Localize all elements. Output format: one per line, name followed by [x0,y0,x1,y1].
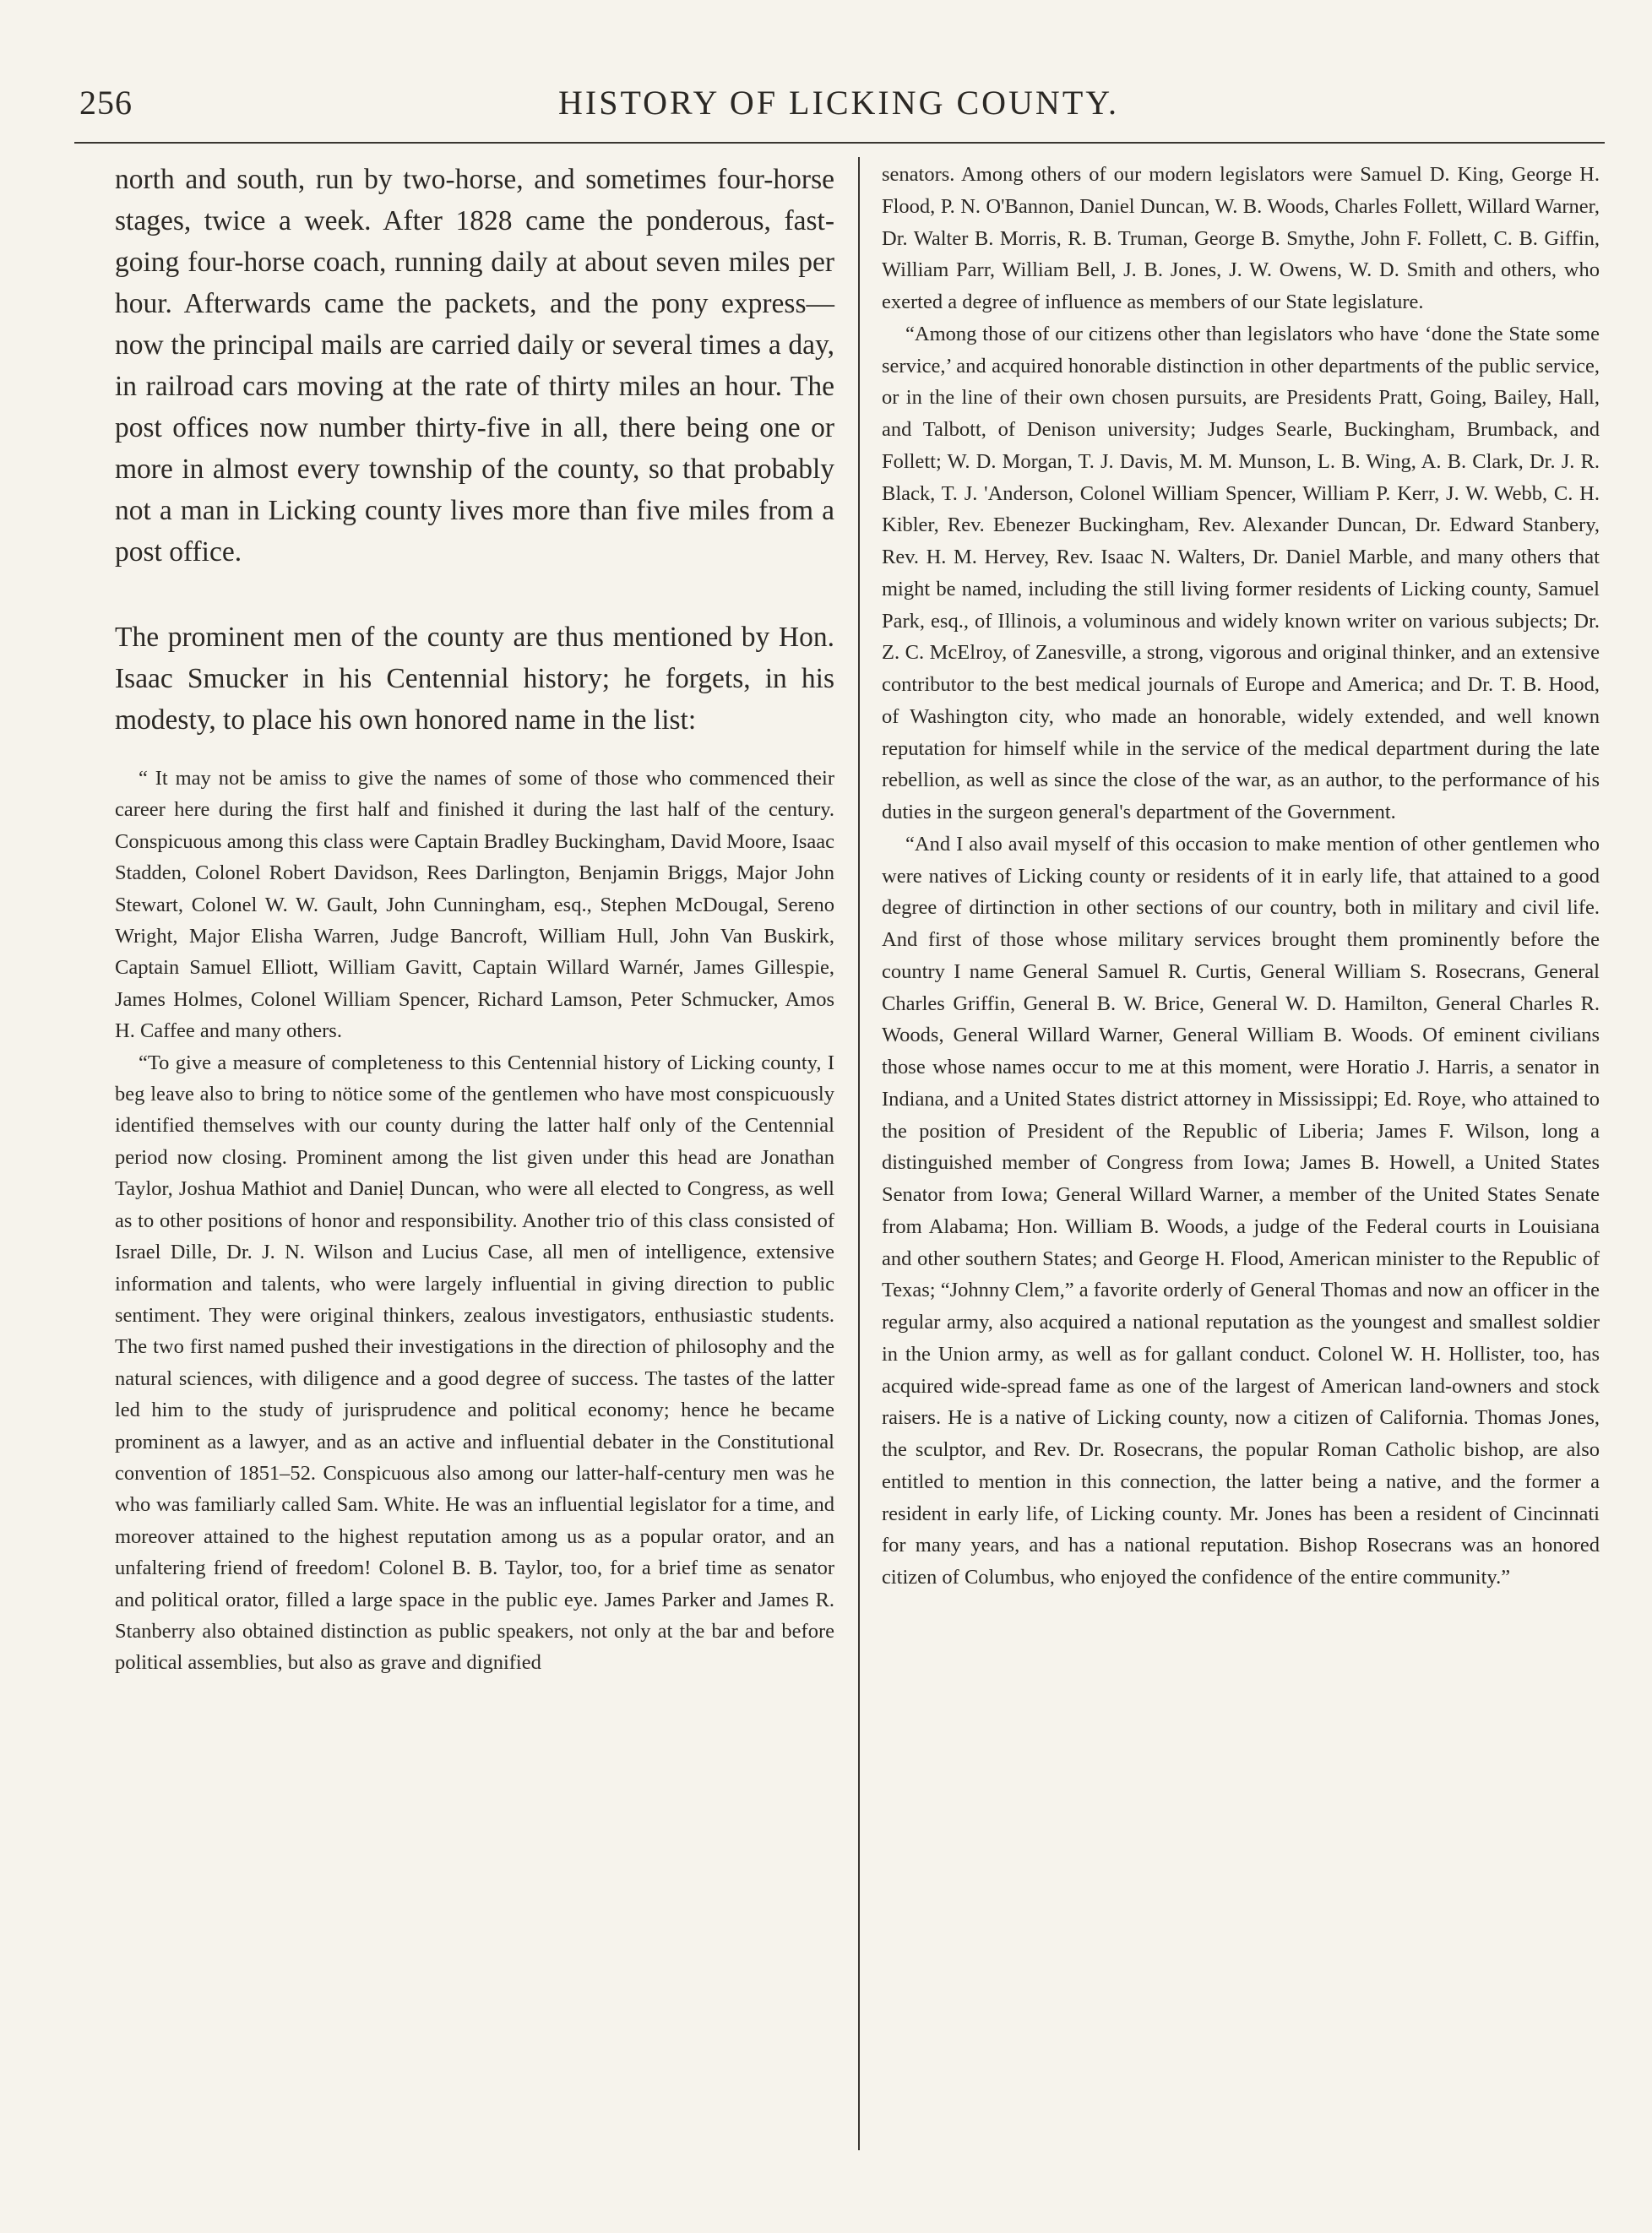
right-column [882,159,1600,1594]
running-title: HISTORY OF LICKING COUNTY. [558,84,1119,122]
quote-paragraph-public-service: “Among those of our citizens other than legislators who have ‘done the State some service,’ and acquired honorable distinction in other departments of the public service, or in the line of their own chosen pursuits, are Presidents Pratt, Going, Bailey, Hall, and Talbott, of Denison university; Judges Searle, Buckingham, Brumback, and Follett; W. D. Morgan, T. J. Davis, M. M. Munson, L. B. Wing, A. B. Clark, Dr. J. R. Black, T. J. 'Anderson, Colonel William Spencer, William P. Kerr, J. W. Webb, C. H. Kibler, Rev. Ebenezer Buckingham, Rev. Alexander Duncan, Dr. Edward Stanbery, Rev. H. M. Hervey, Rev. Isaac N. Walters, Dr. Daniel Marble, and many others that might be named, including the still living former residents of Licking county, Samuel Park, esq., of Illinois, a voluminous and widely known writer on various subjects; Dr. Z. C. McElroy, of Zanesville, a strong, vigorous and original thinker, and an extensive contributor to the best medical journals of Europe and America; and Dr. T. B. Hood, of Washington city, who made an honorable, widely extended, and well known reputation for himself while in the service of the medical department during the late rebellion, as well as since the close of the war, as an author, to the performance of his duties in the surgeon general's department of the Government. [882,322,1600,823]
main-text [115,159,834,741]
quote-paragraph-first-half: “ It may not be amiss to give the names of some of those who commenced their career here during the first half and finished it during the last half of the century. Conspicuous among this class were Captain Bradley Buckingham, David Moore, Isaac Stadden, Colonel Robert Davidson, Rees Darlington, Benjamin Briggs, Major John Stewart, Colonel W. W. Gault, John Cunningham, esq., Stephen McDougal, Sereno Wright, Major Elisha Warren, Judge Bancroft, William Hull, John Van Buskirk, Captain Samuel Elliott, William Gavitt, Captain Willard Warnér, James Gillespie, James Holmes, Colonel William Spencer, Richard Lamson, Peter Schmucker, Amos H. Caffee and many others. [115,767,834,1043]
column-divider [858,157,860,2150]
left-column [115,159,834,1679]
paragraph-mail-routes: north and south, run by two-horse, and sometimes four-horse stages, twice a week. After 1828 came the ponderous, fast-going four-horse coach, running daily at about seven miles per hour. Afterwards came the packets, and the pony express—now the principal mails are carried daily or several times a day, in railroad cars moving at the rate of thirty miles an hour. The post offices now number thirty-five in all, there being one or more in almost every township of the county, so that probably not a man in Licking county lives more than five miles from a post office. [115,164,834,568]
quote-paragraph-legislators: senators. Among others of our modern legislators were Samuel D. King, George H. Flood, P. N. O'Bannon, Daniel Duncan, W. B. Woods, Charles Follett, Willard Warner, Dr. Walter B. Morris, R. B. Truman, George B. Smythe, John F. Follett, C. B. Giffin, William Parr, William Bell, J. B. Jones, J. W. Owens, W. D. Smith and others, who exerted a degree of influence as members of our State legislature. [882,163,1600,313]
header-rule [74,142,1605,144]
page-number: 256 [79,84,133,122]
page-header [74,78,1603,128]
paragraph-prominent-men-intro: The prominent men of the county are thus mentioned by Hon. Isaac Smucker in his Centennial history; he forgets, in his modesty, to place his own honored name in the list: [115,622,834,736]
quoted-text [115,763,834,1679]
quote-paragraph-natives: “And I also avail myself of this occasion to make mention of other gentlemen who were natives of Licking county or residents of it in early life, that attained to a good degree of dirtinction in other sections of our country, both in military and civil life. And first of those whose military services brought them prominently before the country I name General Samuel R. Curtis, General William S. Rosecrans, General Charles Griffin, General B. W. Brice, General W. D. Hamilton, General Charles R. Woods, General Willard Warner, General William B. Woods. Of eminent civilians those whose names occur to me at this moment, were Horatio J. Harris, a senator in Indiana, and a United States district attorney in Mississippi; Ed. Roye, who attained to the position of President of the Republic of Liberia; James F. Wilson, long a distinguished member of Congress from Iowa; James B. Howell, a United States Senator from Iowa; General Willard Warner, a member of the United States Senate from Alabama; Hon. William B. Woods, a judge of the Federal courts in Louisiana and other southern States; and George H. Flood, American minister to the Republic of Texas; “Johnny Clem,” a favorite orderly of General Thomas and now an officer in the regular army, also acquired a national reputation as the youngest and smallest soldier in the Union army, as well as for gallant conduct. Colonel W. H. Hollister, too, has acquired wide-spread fame as one of the largest of American land-owners and stock raisers. He is a native of Licking county, now a citizen of California. Thomas Jones, the sculptor, and Rev. Dr. Rosecrans, the popular Roman Catholic bishop, are also entitled to mention in this connection, the latter being a native, and the former a resident in early life, of Licking county. Mr. Jones has been a resident of Cincinnati for many years, and has a national reputation. Bishop Rosecrans was an honored citizen of Columbus, who enjoyed the confidence of the entire community.” [882,832,1600,1589]
quote-paragraph-latter-half: “To give a measure of completeness to this Centennial history of Licking county, I beg leave also to bring to nötice some of the gentlemen who have most conspicuously identified themselves with our county during the latter half only of the Centennial period now closing. Prominent among the list given under this head are Jonathan Taylor, Joshua Mathiot and Danieļ Duncan, who were all elected to Congress, as well as to other positions of honor and responsibility. Another trio of this class consisted of Israel Dille, Dr. J. N. Wilson and Lucius Case, all men of intelligence, extensive information and talents, who were largely influential in giving direction to public sentiment. They were original thinkers, zealous investigators, enthusiastic students. The two first named pushed their investigations in the direction of philosophy and the natural sciences, with diligence and a good degree of success. The tastes of the latter led him to the study of jurisprudence and political economy; hence he became prominent as a lawyer, and as an active and influential debater in the Constitutional convention of 1851–52. Conspicuous also among our latter-half-century men was he who was familiarly called Sam. White. He was an influential legislator for a time, and moreover attained to the highest reputation among us as a popular orator, and an unfaltering friend of freedom! Colonel B. B. Taylor, too, for a brief time as senator and political orator, filled a large space in the public eye. James Parker and James R. Stanberry also obtained distinction as public speakers, not only at the bar and before political assemblies, but also as grave and dignified [115,1051,834,1675]
